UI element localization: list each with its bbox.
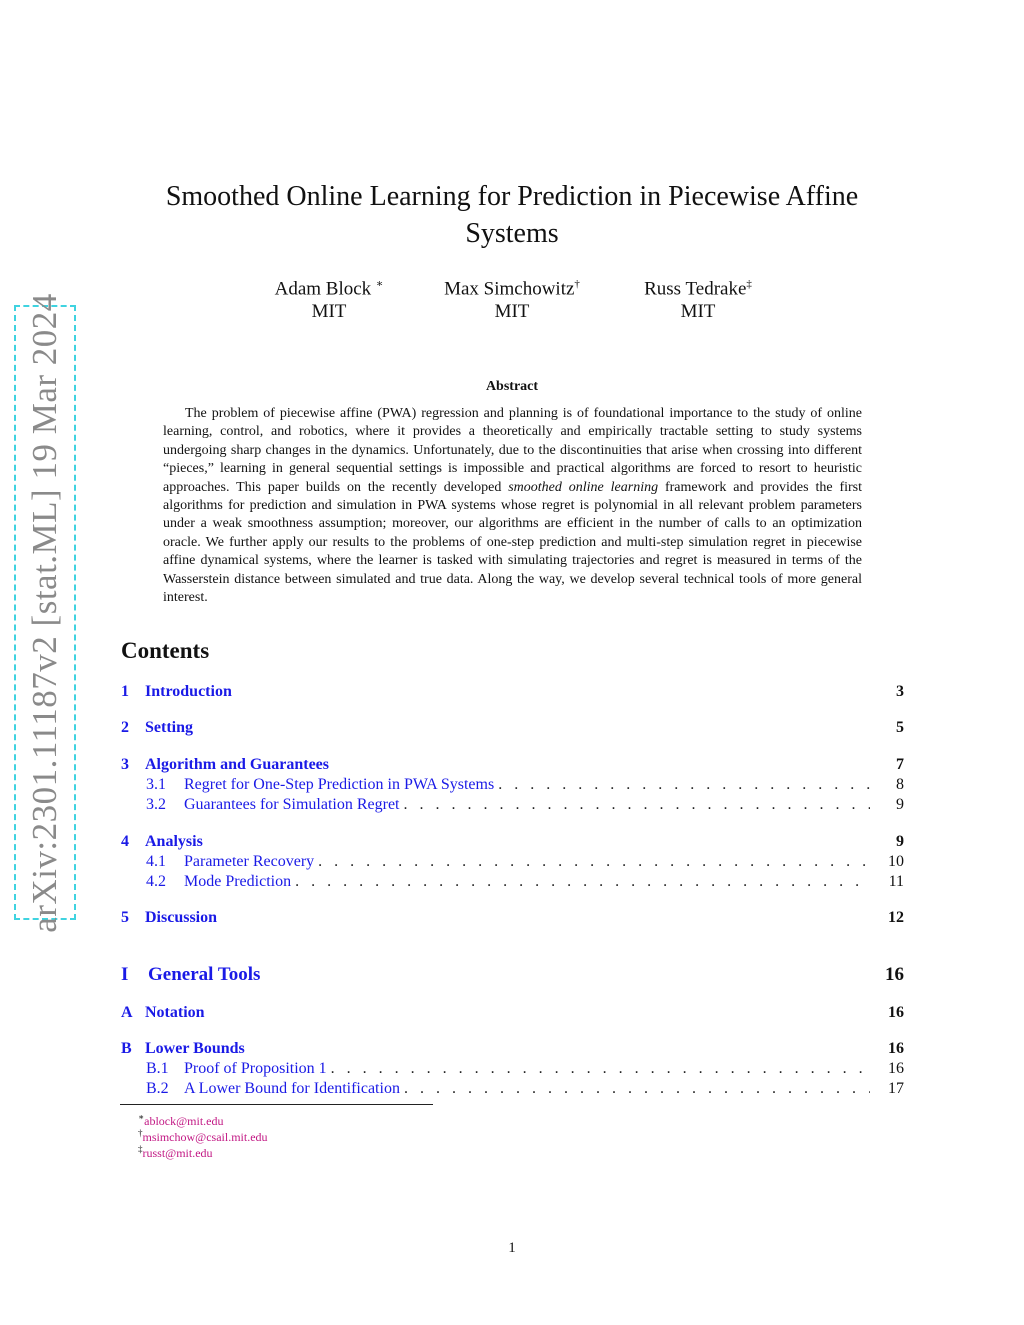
toc-title-link[interactable]: Notation bbox=[145, 1004, 205, 1021]
toc-leader bbox=[295, 873, 870, 891]
toc-number: 1 bbox=[121, 683, 129, 700]
author-affiliation: MIT bbox=[680, 301, 716, 323]
toc-page: 12 bbox=[888, 909, 904, 926]
toc-subentry[interactable] bbox=[146, 1060, 904, 1080]
toc-number: 5 bbox=[121, 909, 129, 926]
toc-page: 8 bbox=[896, 776, 904, 793]
footnote-email-link[interactable]: russt@mit.edu bbox=[142, 1146, 213, 1160]
toc-page: 5 bbox=[896, 719, 904, 736]
toc-page: 16 bbox=[888, 1040, 904, 1057]
toc-title-link[interactable]: Analysis bbox=[145, 833, 203, 850]
toc-page: 3 bbox=[896, 683, 904, 700]
toc-subentry[interactable] bbox=[146, 796, 904, 816]
footnote-mark: ‡ bbox=[138, 1144, 143, 1154]
abstract-heading: Abstract bbox=[485, 379, 539, 394]
toc-page: 10 bbox=[888, 853, 904, 870]
footnote-mark: † bbox=[138, 1128, 143, 1138]
author-block bbox=[598, 273, 798, 323]
author-affiliation: MIT bbox=[494, 301, 530, 323]
toc-number: 3 bbox=[121, 756, 129, 773]
toc-leader bbox=[498, 776, 870, 794]
toc-title-link[interactable]: Proof of Proposition 1 bbox=[184, 1060, 327, 1077]
toc-entry[interactable] bbox=[121, 683, 904, 703]
toc-number: 3.1 bbox=[146, 776, 166, 793]
toc-leader bbox=[331, 1060, 870, 1078]
toc-entry[interactable] bbox=[121, 719, 904, 739]
toc-title-link[interactable]: Lower Bounds bbox=[145, 1040, 245, 1057]
abstract-part1: The problem of piecewise affine (PWA) regression and planning is of foundational importance to the study of online learning, control, and robotics, where it provides a theoretically and empirically tractable setting to study systems undergoing sharp changes in the dynamics. Unfortunately, due to the discontinuities that arise when crossing into different “pieces,” learning in general sequential settings is impossible and practical algorithms are forced to resort to heuristic approaches. This paper builds on the recently developed bbox=[163, 406, 862, 495]
toc-number: 4.1 bbox=[146, 853, 166, 870]
toc-entry[interactable] bbox=[121, 833, 904, 853]
toc-part-entry[interactable] bbox=[121, 964, 904, 988]
toc-number: I bbox=[121, 964, 129, 985]
contents-heading: Contents bbox=[121, 638, 210, 663]
author-mark: ∗ bbox=[375, 278, 384, 290]
toc-page: 7 bbox=[896, 756, 904, 773]
toc-page: 17 bbox=[888, 1080, 904, 1097]
toc-leader bbox=[404, 796, 871, 814]
author-mark: ‡ bbox=[746, 278, 752, 290]
arxiv-id: arXiv:2301.11187v2 [stat.ML] 19 Mar 2024 bbox=[25, 292, 65, 933]
toc-number: A bbox=[121, 1004, 133, 1021]
toc-page: 16 bbox=[888, 1060, 904, 1077]
toc-title-link[interactable]: Algorithm and Guarantees bbox=[145, 756, 329, 773]
toc-entry[interactable] bbox=[121, 909, 904, 929]
footnote[interactable] bbox=[138, 1141, 213, 1161]
toc-page: 9 bbox=[896, 796, 904, 813]
author-mark: † bbox=[574, 278, 580, 290]
toc-page: 9 bbox=[896, 833, 904, 850]
toc-title-link[interactable]: Setting bbox=[145, 719, 193, 736]
toc-subentry[interactable] bbox=[146, 776, 904, 796]
abstract-part2: framework and provides the first algorithms for prediction and simulation in PWA systems whose regret is polynomial in all relevant problem parameters under a weak smoothness assumption; moreover, our algorithms are efficient in the number of calls to an optimization oracle. We further apply our results to the problems of one-step prediction and multi-step simulation regret in piecewise affine dynamical systems, where the learner is tasked with simulating trajectories and regret is measured in terms of the Wasserstein distance between simulated and true data. Along the way, we develop several technical tools of more general interest. bbox=[163, 479, 863, 606]
toc-title-link[interactable]: Mode Prediction bbox=[184, 873, 292, 890]
toc-entry[interactable] bbox=[121, 1004, 904, 1024]
toc-leader bbox=[404, 1080, 870, 1098]
toc-entry[interactable] bbox=[121, 1040, 904, 1060]
toc-subentry[interactable] bbox=[146, 873, 904, 893]
arxiv-stamp[interactable] bbox=[14, 292, 76, 933]
author-name: Adam Block bbox=[274, 278, 372, 300]
footnote-mark: ∗ bbox=[138, 1112, 145, 1122]
toc-leader bbox=[318, 853, 870, 871]
author-block bbox=[412, 273, 612, 323]
abstract-text bbox=[163, 405, 862, 607]
toc-title-link[interactable]: Introduction bbox=[145, 683, 232, 700]
toc-title-link[interactable]: A Lower Bound for Identification bbox=[184, 1080, 400, 1097]
toc-title-link[interactable]: Discussion bbox=[145, 909, 218, 926]
toc-number: B.1 bbox=[146, 1060, 169, 1077]
author-name: Russ Tedrake bbox=[644, 278, 747, 300]
page-number: 1 bbox=[508, 1240, 516, 1256]
footnote-rule bbox=[120, 1104, 433, 1105]
toc-number: B.2 bbox=[146, 1080, 169, 1097]
paper-title: Smoothed Online Learning for Prediction in Piecewise Affine Systems bbox=[165, 181, 859, 249]
toc-number: 2 bbox=[121, 719, 129, 736]
author-block bbox=[229, 273, 429, 323]
toc-page: 16 bbox=[888, 1004, 904, 1021]
toc-page: 11 bbox=[888, 873, 904, 890]
toc-number: 4 bbox=[121, 833, 129, 850]
author-name: Max Simchowitz bbox=[444, 278, 575, 300]
toc-subentry[interactable] bbox=[146, 853, 904, 873]
toc-title-link[interactable]: Regret for One-Step Prediction in PWA Systems bbox=[184, 776, 495, 793]
toc-page: 16 bbox=[885, 964, 904, 985]
toc-subentry[interactable] bbox=[146, 1080, 904, 1100]
toc-title-link[interactable]: General Tools bbox=[148, 964, 261, 985]
toc-number: 4.2 bbox=[146, 873, 166, 890]
toc-number: B bbox=[121, 1040, 132, 1057]
author-affiliation: MIT bbox=[311, 301, 347, 323]
footnote-email-link[interactable]: msimchow@csail.mit.edu bbox=[142, 1130, 268, 1144]
toc-number: 3.2 bbox=[146, 796, 166, 813]
toc-entry[interactable] bbox=[121, 756, 904, 776]
footnote-email-link[interactable]: ablock@mit.edu bbox=[144, 1114, 224, 1128]
abstract-emphasis: smoothed online learning bbox=[508, 479, 659, 495]
toc-title-link[interactable]: Parameter Recovery bbox=[184, 853, 315, 870]
toc-title-link[interactable]: Guarantees for Simulation Regret bbox=[184, 796, 400, 813]
